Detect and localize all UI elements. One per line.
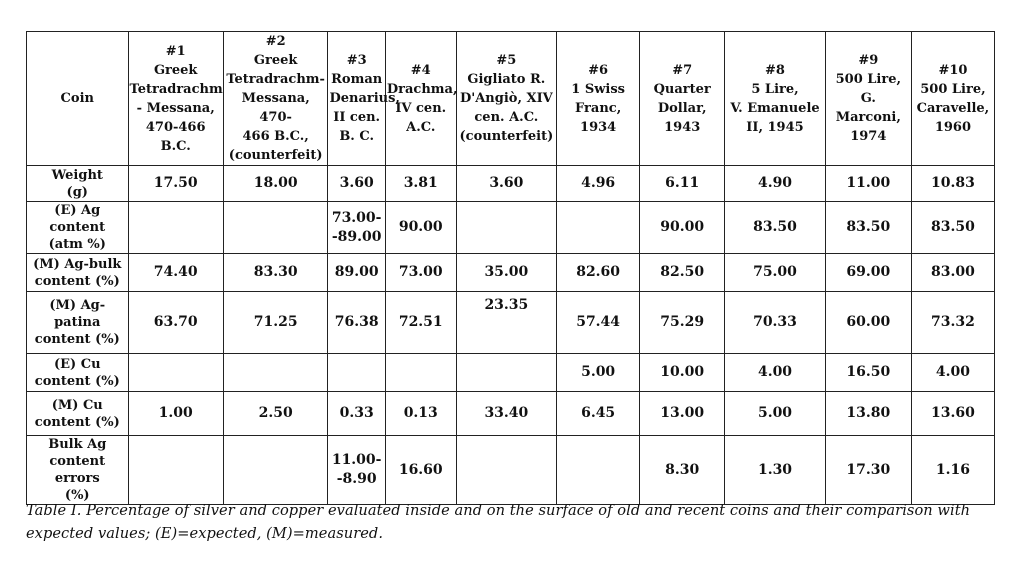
row-label: (E) Cu content (%) — [27, 354, 129, 392]
table-cell — [128, 436, 223, 505]
column-header-6: #6 1 Swiss Franc, 1934 — [557, 32, 640, 166]
column-header-4: #4 Drachma, IV cen. A.C. — [385, 32, 456, 166]
table-cell — [557, 202, 640, 254]
table-cell: 5.00 — [725, 392, 825, 436]
table-cell — [223, 354, 328, 392]
row-label: (M) Ag- patina content (%) — [27, 292, 129, 354]
table-cell: 33.40 — [456, 392, 556, 436]
table-cell: 4.90 — [725, 166, 825, 202]
table-row — [27, 292, 995, 354]
table-cell: 1.00 — [128, 392, 223, 436]
table-cell: 82.60 — [557, 254, 640, 292]
column-header-9: #9 500 Lire, G. Marconi, 1974 — [825, 32, 911, 166]
coin-table — [26, 31, 995, 505]
row-label: (M) Cu content (%) — [27, 392, 129, 436]
row-label: (E) Ag content (atm %) — [27, 202, 129, 254]
table-cell — [456, 436, 556, 505]
table-cell: 13.80 — [825, 392, 911, 436]
table-cell — [456, 202, 556, 254]
table-cell: 83.50 — [725, 202, 825, 254]
table-cell: 11.00 — [825, 166, 911, 202]
column-header-5: #5 Gigliato R. D'Angiò, XIV cen. A.C. (counterfeit) — [456, 32, 556, 166]
column-header-10: #10 500 Lire, Caravelle, 1960 — [911, 32, 994, 166]
table-cell: 16.60 — [385, 436, 456, 505]
table-cell: 3.60 — [328, 166, 385, 202]
table-cell: 1.30 — [725, 436, 825, 505]
table-row — [27, 202, 995, 254]
table-cell: 0.13 — [385, 392, 456, 436]
table-cell: 72.51 — [385, 292, 456, 354]
column-header-2: #2 Greek Tetradrachm- Messana, 470- 466 B.C., (counterfeit) — [223, 32, 328, 166]
row-label: Bulk Ag content errors (%) — [27, 436, 129, 505]
table-cell — [128, 202, 223, 254]
table-cell — [557, 436, 640, 505]
table-cell: 82.50 — [640, 254, 725, 292]
table-cell: 73.00 — [385, 254, 456, 292]
table-cell: 13.60 — [911, 392, 994, 436]
table-cell: 23.35 — [456, 292, 556, 354]
table-cell: 2.50 — [223, 392, 328, 436]
table-cell: 83.50 — [825, 202, 911, 254]
table-row — [27, 436, 995, 505]
table-cell: 0.33 — [328, 392, 385, 436]
table-cell: 90.00 — [385, 202, 456, 254]
table-cell: 76.38 — [328, 292, 385, 354]
table-cell: 57.44 — [557, 292, 640, 354]
table-cell — [128, 354, 223, 392]
table-cell: 3.81 — [385, 166, 456, 202]
table-cell: 75.00 — [725, 254, 825, 292]
table-cell: 10.00 — [640, 354, 725, 392]
header-row — [27, 32, 995, 166]
table-cell: 17.50 — [128, 166, 223, 202]
table-cell: 16.50 — [825, 354, 911, 392]
column-header-1: #1 Greek Tetradrachm - Messana, 470-466 B.C. — [128, 32, 223, 166]
table-cell: 71.25 — [223, 292, 328, 354]
row-label: (M) Ag-bulk content (%) — [27, 254, 129, 292]
table-cell: 89.00 — [328, 254, 385, 292]
table-cell: 4.00 — [725, 354, 825, 392]
table-cell: 60.00 — [825, 292, 911, 354]
table-row — [27, 354, 995, 392]
table-cell — [328, 354, 385, 392]
table-cell: 73.32 — [911, 292, 994, 354]
table-cell: 17.30 — [825, 436, 911, 505]
table-cell: 11.00- -8.90 — [328, 436, 385, 505]
table-cell: 5.00 — [557, 354, 640, 392]
header-coin-label: Coin — [27, 32, 129, 166]
column-header-8: #8 5 Lire, V. Emanuele II, 1945 — [725, 32, 825, 166]
table-row — [27, 392, 995, 436]
table-cell: 1.16 — [911, 436, 994, 505]
table-cell: 63.70 — [128, 292, 223, 354]
table-cell: 13.00 — [640, 392, 725, 436]
table-cell: 75.29 — [640, 292, 725, 354]
table-cell: 83.30 — [223, 254, 328, 292]
table-cell — [223, 202, 328, 254]
column-header-3: #3 Roman Denarius, II cen. B. C. — [328, 32, 385, 166]
table-cell: 70.33 — [725, 292, 825, 354]
table-cell: 4.00 — [911, 354, 994, 392]
table-cell: 83.00 — [911, 254, 994, 292]
table-cell: 3.60 — [456, 166, 556, 202]
table-cell: 6.11 — [640, 166, 725, 202]
table-cell: 35.00 — [456, 254, 556, 292]
table-cell — [456, 354, 556, 392]
table-cell — [223, 436, 328, 505]
table-cell: 73.00- -89.00 — [328, 202, 385, 254]
table-row — [27, 166, 995, 202]
table-cell: 8.30 — [640, 436, 725, 505]
table-cell: 74.40 — [128, 254, 223, 292]
table-cell: 90.00 — [640, 202, 725, 254]
table-cell: 83.50 — [911, 202, 994, 254]
table-cell: 18.00 — [223, 166, 328, 202]
table-caption: Table I. Percentage of silver and copper evaluated inside and on the surface of old and recent coins and their comparison with expected values; (E)=expected, (M)=measured. — [26, 502, 971, 542]
column-header-7: #7 Quarter Dollar, 1943 — [640, 32, 725, 166]
table-cell: 10.83 — [911, 166, 994, 202]
row-label: Weight (g) — [27, 166, 129, 202]
table-cell: 6.45 — [557, 392, 640, 436]
table-cell: 69.00 — [825, 254, 911, 292]
table-cell: 4.96 — [557, 166, 640, 202]
table-cell — [385, 354, 456, 392]
table-row — [27, 254, 995, 292]
